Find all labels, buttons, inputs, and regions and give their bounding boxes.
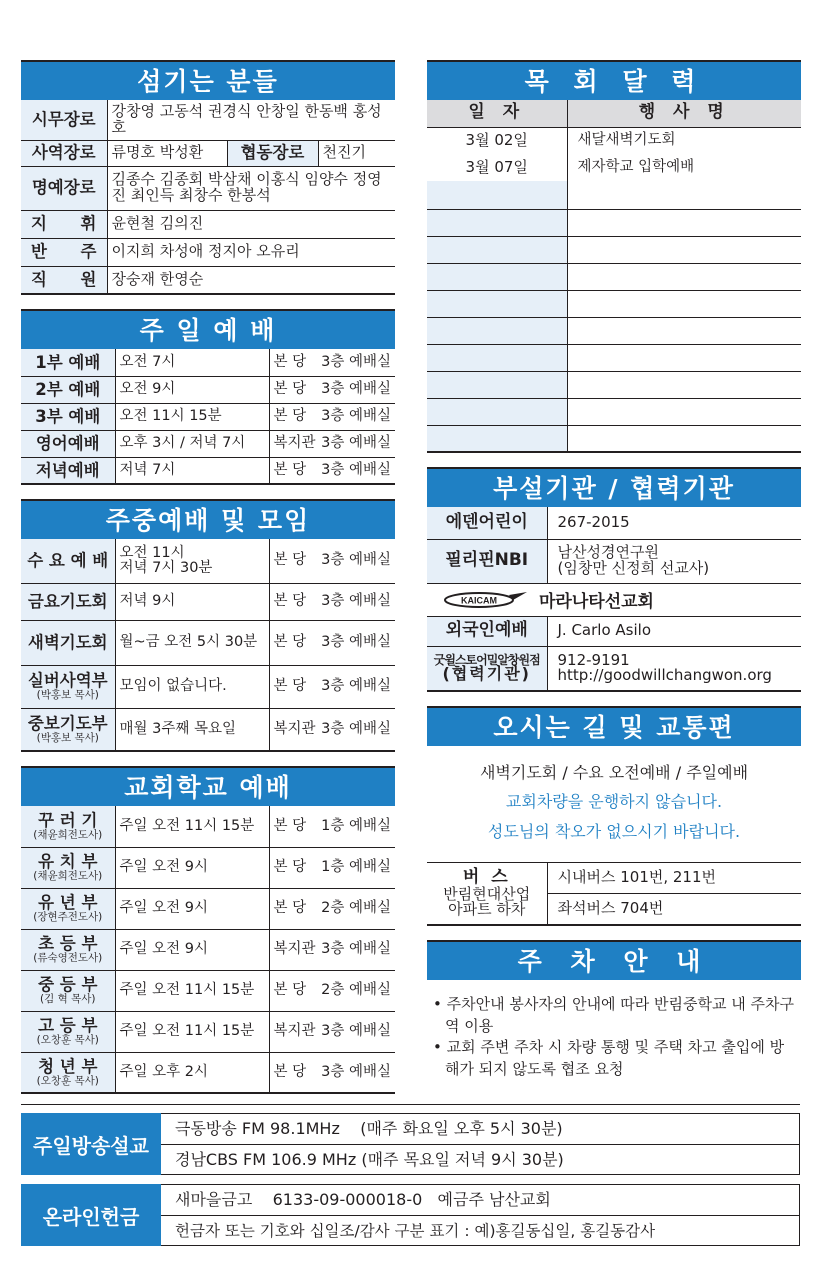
elders-table xyxy=(21,100,395,295)
goodwill-name: 굿윌스토어밀알창원점 xyxy=(433,652,540,667)
left-column xyxy=(21,60,395,1094)
school-row xyxy=(21,1011,395,1052)
school-room: 2층 예배실 xyxy=(309,888,395,929)
sunday-row xyxy=(21,349,395,376)
weekday-leader: (박홍보 목사) xyxy=(36,731,99,744)
calendar-title: 목 회 달 력 xyxy=(427,60,801,100)
directions-line2: 교회차량을 운행하지 않습니다. xyxy=(505,792,723,812)
partners-table-2 xyxy=(427,617,801,692)
calendar-event xyxy=(567,344,801,371)
eden-label: 에덴어린이 xyxy=(427,507,547,539)
sunday-label-text: 1부 예배 xyxy=(35,352,101,372)
svg-text:KAICAM: KAICAM xyxy=(461,595,497,605)
calendar-col-event: 행 사 명 xyxy=(567,100,801,127)
sunday-label xyxy=(21,403,115,430)
weekday-label xyxy=(21,620,115,665)
school-building: 본 당 xyxy=(269,970,309,1011)
weekday-title: 주중예배 및 모임 xyxy=(21,499,395,539)
weekday-label-text: 새벽기도회 xyxy=(27,632,108,652)
foreign-value: J. Carlo Asilo xyxy=(547,617,801,647)
sunday-table xyxy=(21,349,395,485)
elders-label-0: 시무장로 xyxy=(21,100,107,140)
directions-line1: 새벽기도회 / 수요 오전예배 / 주일예배 xyxy=(479,762,749,782)
elders-value-1: 류명호 박성환 xyxy=(107,140,227,166)
school-building: 본 당 xyxy=(269,806,309,847)
calendar-date xyxy=(427,344,567,371)
calendar-date xyxy=(427,371,567,398)
sunday-title: 주 일 예 배 xyxy=(21,309,395,349)
weekday-time: 저녁 9시 xyxy=(115,583,269,620)
weekday-leader: (박홍보 목사) xyxy=(36,689,99,702)
school-time: 주일 오전 9시 xyxy=(115,929,269,970)
school-room: 3층 예배실 xyxy=(309,929,395,970)
calendar-date xyxy=(427,181,567,209)
calendar-event xyxy=(567,317,801,344)
weekday-label-text: 금요기도회 xyxy=(27,591,108,611)
calendar-row xyxy=(427,398,801,425)
sunday-row xyxy=(21,457,395,484)
school-row xyxy=(21,970,395,1011)
school-title: 교회학교 예배 xyxy=(21,766,395,806)
school-row xyxy=(21,806,395,847)
elders-title: 섬기는 분들 xyxy=(21,60,395,100)
school-building: 복지관 xyxy=(269,929,309,970)
school-label xyxy=(21,888,115,929)
school-label xyxy=(21,847,115,888)
school-building: 본 당 xyxy=(269,888,309,929)
school-leader: (장현주전도사) xyxy=(33,911,103,924)
kaicam-logo-icon xyxy=(443,591,529,609)
sunday-row xyxy=(21,376,395,403)
broadcast-line2: 경남CBS FM 106.9 MHz (매주 목요일 저녁 9시 30분) xyxy=(161,1144,799,1174)
school-table xyxy=(21,806,395,1094)
offering-line1: 새마을금고 6133-09-000018-0 예금주 남산교회 xyxy=(175,1190,551,1209)
school-room: 2층 예배실 xyxy=(309,970,395,1011)
sunday-time: 저녁 7시 xyxy=(115,457,269,484)
weekday-room: 3층 예배실 xyxy=(309,620,395,665)
sunday-label xyxy=(21,430,115,457)
calendar-date xyxy=(427,290,567,317)
directions-notice xyxy=(427,746,801,847)
school-label-text: 초 등 부 xyxy=(38,933,98,953)
bus-table xyxy=(427,862,801,926)
weekday-label-text: 수 요 예 배 xyxy=(27,551,109,571)
calendar-row xyxy=(427,425,801,452)
elders-value-3: 윤현철 김의진 xyxy=(107,210,395,238)
calendar-row xyxy=(427,154,801,181)
calendar-date xyxy=(427,209,567,236)
nbi-value: 남산성경연구원 (임창만 신정희 선교사) xyxy=(547,539,801,583)
school-leader: (채윤희전도사) xyxy=(33,870,103,883)
sunday-building: 본 당 xyxy=(269,376,309,403)
parking-item-1: • 교회 주변 주차 시 차량 통행 및 주택 차고 출입에 방해가 되지 않도록 협조 요청 xyxy=(433,1038,785,1079)
broadcast-label: 주일방송설교 xyxy=(21,1113,161,1175)
bus-city: 시내버스 101번, 211번 xyxy=(547,863,801,894)
school-label-text: 유 치 부 xyxy=(38,851,98,871)
calendar-row xyxy=(427,344,801,371)
calendar-row xyxy=(427,236,801,263)
calendar-date: 3월 02일 xyxy=(427,127,567,154)
school-label xyxy=(21,929,115,970)
weekday-time: 모임이 없습니다. xyxy=(115,665,269,708)
weekday-time: 매월 3주째 목요일 xyxy=(115,708,269,751)
elders-value-4: 이지희 차성애 정지아 오유리 xyxy=(107,238,395,266)
sunday-building: 본 당 xyxy=(269,457,309,484)
partners-table xyxy=(427,507,801,584)
sunday-label-text: 저녁예배 xyxy=(35,460,100,480)
school-time: 주일 오전 9시 xyxy=(115,847,269,888)
calendar-event xyxy=(567,236,801,263)
weekday-row xyxy=(21,539,395,583)
sunday-time: 오전 7시 xyxy=(115,349,269,376)
sunday-label-text: 영어예배 xyxy=(35,433,100,453)
school-label-text: 청 년 부 xyxy=(38,1056,98,1076)
school-room: 3층 예배실 xyxy=(309,1052,395,1093)
weekday-row xyxy=(21,583,395,620)
calendar-row xyxy=(427,181,801,209)
calendar-row xyxy=(427,263,801,290)
weekday-building: 본 당 xyxy=(269,665,309,708)
sunday-room: 3층 예배실 xyxy=(309,403,395,430)
elders-label-2: 명예장로 xyxy=(21,166,107,210)
school-room: 1층 예배실 xyxy=(309,806,395,847)
elders-label-1b: 협동장로 xyxy=(227,140,318,166)
sunday-label xyxy=(21,376,115,403)
sunday-time: 오전 11시 15분 xyxy=(115,403,269,430)
school-time: 주일 오후 2시 xyxy=(115,1052,269,1093)
calendar-row xyxy=(427,290,801,317)
elders-value-0: 강창영 고동석 권경식 안창일 한동백 홍성호 xyxy=(107,100,395,140)
parking-item-0: • 주차안내 봉사자의 안내에 따라 반림중학교 내 주차구역 이용 xyxy=(433,994,795,1035)
sunday-room: 3층 예배실 xyxy=(309,430,395,457)
calendar-col-date: 일 자 xyxy=(427,100,567,127)
weekday-room: 3층 예배실 xyxy=(309,708,395,751)
calendar-event xyxy=(567,181,801,209)
sunday-label xyxy=(21,457,115,484)
calendar-event xyxy=(567,290,801,317)
school-label xyxy=(21,1052,115,1093)
calendar-row xyxy=(427,127,801,154)
foreign-label: 외국인예배 xyxy=(427,617,547,647)
weekday-row xyxy=(21,708,395,751)
weekday-room: 3층 예배실 xyxy=(309,539,395,583)
school-room: 3층 예배실 xyxy=(309,1011,395,1052)
bottom-divider xyxy=(21,1104,800,1105)
school-time: 주일 오전 11시 15분 xyxy=(115,806,269,847)
school-label xyxy=(21,1011,115,1052)
bus-stop-2: 아파트 하차 xyxy=(448,900,526,919)
school-label-text: 고 등 부 xyxy=(38,1015,98,1035)
school-leader: (채윤희전도사) xyxy=(33,828,103,841)
school-label xyxy=(21,806,115,847)
calendar-date xyxy=(427,263,567,290)
weekday-time: 월~금 오전 5시 30분 xyxy=(115,620,269,665)
sunday-row xyxy=(21,403,395,430)
school-time: 주일 오전 11시 15분 xyxy=(115,1011,269,1052)
sunday-time: 오전 9시 xyxy=(115,376,269,403)
school-room: 1층 예배실 xyxy=(309,847,395,888)
weekday-table xyxy=(21,539,395,752)
school-leader: (오창훈 목사) xyxy=(36,1034,99,1047)
broadcast-box xyxy=(21,1113,800,1175)
school-label-text: 중 등 부 xyxy=(38,974,98,994)
sunday-row xyxy=(21,430,395,457)
goodwill-url[interactable]: http://goodwillchangwon.org xyxy=(557,666,772,685)
nbi-label: 필리핀NBI xyxy=(427,539,547,583)
parking-title: 주 차 안 내 xyxy=(427,940,801,980)
broadcast-line1: 극동방송 FM 98.1MHz (매주 화요일 오후 5시 30분) xyxy=(175,1119,563,1138)
weekday-room: 3층 예배실 xyxy=(309,583,395,620)
weekday-label-text: 중보기도부 xyxy=(27,713,108,733)
elders-value-2: 김종수 김종회 박삼채 이홍식 임양수 정영진 최인득 최창수 한봉석 xyxy=(107,166,395,210)
weekday-building: 본 당 xyxy=(269,583,309,620)
school-time: 주일 오전 11시 15분 xyxy=(115,970,269,1011)
sunday-room: 3층 예배실 xyxy=(309,457,395,484)
right-column xyxy=(427,60,801,1081)
calendar-date: 3월 07일 xyxy=(427,154,567,181)
calendar-event xyxy=(567,398,801,425)
calendar-event xyxy=(567,263,801,290)
directions-title: 오시는 길 및 교통편 xyxy=(427,706,801,746)
elders-label-5: 직 원 xyxy=(21,266,107,294)
sunday-label-text: 3부 예배 xyxy=(35,406,101,426)
calendar-event xyxy=(567,371,801,398)
weekday-label xyxy=(21,665,115,708)
calendar-event: 제자학교 입학예배 xyxy=(567,154,801,181)
school-leader: (김 혁 목사) xyxy=(40,993,96,1006)
calendar-event xyxy=(567,209,801,236)
school-building: 본 당 xyxy=(269,1052,309,1093)
partners-title: 부설기관 / 협력기관 xyxy=(427,467,801,507)
calendar-event: 새달새벽기도회 xyxy=(567,127,801,154)
directions-line3: 성도님의 착오가 없으시기 바랍니다. xyxy=(487,821,741,841)
goodwill-label xyxy=(427,647,547,691)
calendar-event xyxy=(567,425,801,452)
calendar-date xyxy=(427,236,567,263)
school-label-text: 꾸 러 기 xyxy=(38,810,98,830)
school-row xyxy=(21,929,395,970)
parking-list xyxy=(427,980,801,1081)
weekday-room: 3층 예배실 xyxy=(309,665,395,708)
offering-box xyxy=(21,1184,800,1246)
calendar-row xyxy=(427,317,801,344)
sunday-label-text: 2부 예배 xyxy=(35,379,101,399)
weekday-row xyxy=(21,620,395,665)
calendar-date xyxy=(427,398,567,425)
bus-seat: 좌석버스 704번 xyxy=(547,894,801,925)
calendar-table xyxy=(427,100,801,453)
school-leader: (오창훈 목사) xyxy=(36,1074,99,1087)
sunday-building: 본 당 xyxy=(269,349,309,376)
sunday-room: 3층 예배실 xyxy=(309,349,395,376)
sunday-building: 복지관 xyxy=(269,430,309,457)
kaicam-name: 마라나타선교회 xyxy=(539,592,654,612)
weekday-building: 본 당 xyxy=(269,539,309,583)
school-label-text: 유 년 부 xyxy=(38,892,98,912)
school-leader: (류숙영전도사) xyxy=(33,952,103,965)
school-row xyxy=(21,847,395,888)
offering-line2: 헌금자 또는 기호와 십일조/감사 구분 표기 : 예)홍길동십일, 홍길동감사 xyxy=(161,1215,799,1245)
weekday-row xyxy=(21,665,395,708)
goodwill-sub: (협력기관) xyxy=(442,664,531,684)
sunday-building: 본 당 xyxy=(269,403,309,430)
elders-value-5: 장숭재 한영순 xyxy=(107,266,395,294)
kaicam-row xyxy=(427,584,801,617)
weekday-building: 본 당 xyxy=(269,620,309,665)
weekday-label xyxy=(21,539,115,583)
bus-title: 버 스 xyxy=(462,866,511,887)
sunday-room: 3층 예배실 xyxy=(309,376,395,403)
sunday-label xyxy=(21,349,115,376)
weekday-label xyxy=(21,708,115,751)
elders-value-1b: 천진기 xyxy=(318,140,395,166)
offering-label: 온라인헌금 xyxy=(21,1184,161,1246)
weekday-time: 오전 11시 저녁 7시 30분 xyxy=(115,539,269,583)
school-building: 복지관 xyxy=(269,1011,309,1052)
elders-label-4: 반 주 xyxy=(21,238,107,266)
school-row xyxy=(21,888,395,929)
eden-value: 267-2015 xyxy=(547,507,801,539)
calendar-row xyxy=(427,209,801,236)
calendar-row xyxy=(427,371,801,398)
elders-label-1: 사역장로 xyxy=(21,140,107,166)
school-time: 주일 오전 9시 xyxy=(115,888,269,929)
weekday-building: 복지관 xyxy=(269,708,309,751)
school-row xyxy=(21,1052,395,1093)
elders-label-3: 지 휘 xyxy=(21,210,107,238)
school-label xyxy=(21,970,115,1011)
bus-stop-1: 반림현대산업 xyxy=(443,884,531,903)
weekday-label-text: 실버사역부 xyxy=(27,670,108,690)
weekday-label xyxy=(21,583,115,620)
bus-label xyxy=(427,863,547,925)
calendar-date xyxy=(427,425,567,452)
school-building: 본 당 xyxy=(269,847,309,888)
calendar-date xyxy=(427,317,567,344)
goodwill-phone: 912-9191 xyxy=(557,650,630,669)
sunday-time: 오후 3시 / 저녁 7시 xyxy=(115,430,269,457)
